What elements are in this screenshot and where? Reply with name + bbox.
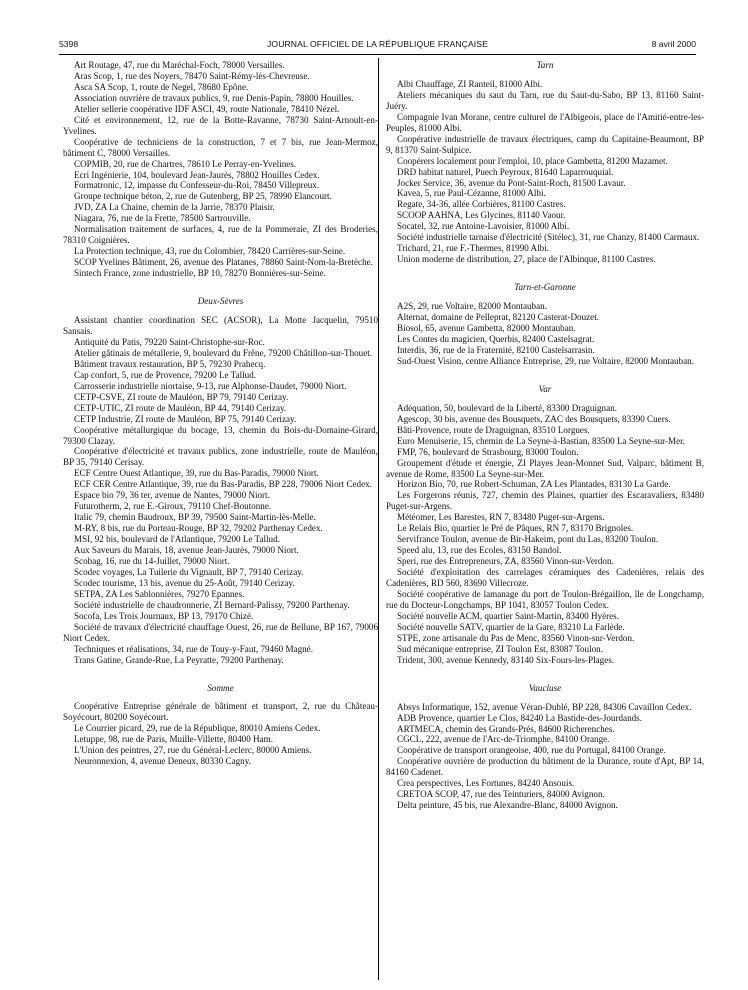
list-item: COPMIB, 20, rue de Chartres, 78610 Le Perray-en-Yvelines.: [74, 158, 297, 169]
list-item: Scodec voyages, La Tuilerie du Vignault, BP 7, 79140 Cerizay.: [74, 566, 304, 577]
list-item: Italic 79, chemin Baudroux, BP 39, 79500 Saint-Martin-lès-Melle.: [74, 512, 316, 523]
list-item: Letuppe, 98, rue de Paris, Muille-Villette, 80400 Ham.: [74, 734, 273, 745]
list-item: Groupement d'étude et énergie, ZI Playes Jean-Monnet Sud, Valparc, bâtiment B, avenue de Rome, 83500 La Seyne-sur-Mer.: [386, 457, 704, 479]
list-item: Formatronic, 12, impasse du Confesseur-du-Roi, 78450 Villepreux.: [74, 180, 320, 191]
list-item: Interdis, 36, rue de la Fraternité, 82100 Castelsarrasin.: [397, 344, 595, 355]
list-item: Art Routage, 47, rue du Maréchal-Foch, 78000 Versailles.: [74, 60, 285, 70]
list-item: ECF Centre Ouest Atlantique, 39, rue du Bas-Paradis, 79000 Niort.: [74, 468, 319, 479]
list-item: Société industrielle tarnaise d'électricité (Sitélec), 31, rue Chanzy, 81400 Carmaux.: [397, 232, 700, 243]
list-item: Sintech France, zone industrielle, BP 10, 78270 Bonnières-sur-Seine.: [74, 268, 326, 279]
list-item: Espace bio 79, 36 ter, avenue de Nantes, 79000 Niort.: [74, 490, 270, 501]
list-item: Coopérative ouvrière de production du bâtiment de la Durance, route d'Apt, BP 14, 84160 Cadenet.: [386, 756, 704, 778]
list-item: A2S, 29, rue Voltaire, 82000 Montauban.: [397, 301, 547, 312]
list-item: Servifrance Toulon, avenue de Bir-Hakeim, pont du Las, 83200 Toulon.: [397, 534, 659, 545]
var-list: [386, 403, 704, 666]
section-title-var: Var: [538, 383, 552, 394]
list-item: Coopérative métallurgique du bocage, 13, chemin du Bois-du-Domaine-Girard, 79300 Clazay.: [63, 424, 378, 446]
list-item: Alternat, domaine de Pelleprat, 82120 Casterat-Douzet.: [397, 312, 600, 323]
list-item: CGCL, 222, avenue de l'Arc-de-Triomphe, 84100 Orange.: [397, 734, 610, 745]
list-item: L'Union des peintres, 27, rue du Général-Leclerc, 80000 Amiens.: [74, 745, 312, 756]
section-title-deux-sevres: Deux-Sèvres: [197, 296, 244, 307]
left-column: [63, 60, 378, 767]
list-item: Coopérative industrielle de travaux électriques, camp du Capitaine-Beaumont, BP 9, 81370 Saint-Sulpice.: [386, 133, 704, 155]
list-item: FMP, 76, boulevard de Strasbourg, 83000 Toulon.: [397, 446, 579, 457]
list-item: Société industrielle de chaudronnerie, ZI Bernard-Palissy, 79200 Parthenay.: [74, 599, 350, 610]
list-item: Groupe technique béton, 2, rue de Gutenberg, BP 25, 78990 Elancourt.: [74, 191, 332, 202]
list-item: Ecri Ingénierie, 104, boulevard Jean-Jaurès, 78802 Houilles Cedex.: [74, 169, 320, 180]
column-divider: [378, 58, 379, 980]
vaucluse-list: [386, 702, 704, 812]
list-item: Cité et environnement, 12, rue de la Botte-Ravanne, 78730 Saint-Arnoult-en-Yvelines.: [63, 114, 378, 136]
list-item: Albi Chauffage, ZI Ranteil, 81000 Albi.: [397, 78, 543, 89]
list-item: Antiquité du Patis, 79220 Saint-Christophe-sur-Roc.: [74, 336, 265, 347]
list-item: Techniques et réalisations, 34, rue de Touy-y-Faut, 79460 Magné.: [74, 643, 313, 654]
list-item: Aux Saveurs du Marais, 18, avenue Jean-Jaurès, 79000 Niort.: [74, 545, 299, 556]
list-item: Trans Gatine, Grande-Rue, La Peyratte, 79200 Parthenay.: [74, 654, 284, 665]
list-item: Coopérative de transport orangeoise, 400, rue du Portugal, 84100 Orange.: [397, 745, 666, 756]
list-item: Adéquation, 50, boulevard de la Liberté, 83300 Draguignan.: [397, 402, 617, 413]
list-item: M-RY, 8 bis, rue du Porteau-Rouge, BP 32, 79202 Parthenay Cedex.: [74, 523, 323, 534]
header-rule: [59, 54, 696, 55]
list-item: CETP-CSVE, ZI route de Mauléon, BP 79, 79140 Cerizay.: [74, 391, 289, 402]
section-title-vaucluse: Vaucluse: [528, 682, 562, 693]
list-item: STPE, zone artisanale du Pas de Menc, 83560 Vinon-sur-Verdon.: [397, 632, 635, 643]
list-item: JVD, ZA La Chaine, chemin de la Jarrie, 78370 Plaisir.: [74, 202, 275, 213]
list-item: ADB Provence, quartier Le Clos, 84240 La Bastide-des-Jourdands.: [397, 712, 642, 723]
list-item: Ateliers mécaniques du saut du Tarn, rue du Saut-du-Sabo, BP 13, 81160 Saint-Juéry.: [386, 89, 704, 111]
list-item: Biosol, 65, avenue Gambetta, 82000 Montauban.: [397, 323, 576, 334]
list-item: Compagnie Ivan Morane, centre culturel de l'Albigeois, place de l'Amitié-entre-les-Peuples, 81000 Albi.: [386, 111, 704, 133]
list-item: CETP Industrie, ZI route de Mauléon, BP 75, 79140 Cerizay.: [74, 413, 297, 424]
list-item: Coopérative de techniciens de la construction, 7 et 7 bis, rue Jean-Mermoz, bâtiment C, 78000 Versailles.: [63, 136, 378, 158]
list-item: Socatel, 32, rue Antoine-Lavoisier, 81000 Albi.: [397, 221, 570, 232]
list-item: Scobag, 16, rue du 14-Juillet, 79000 Niort.: [74, 555, 230, 566]
yvelines-list: [63, 60, 378, 279]
list-item: Société de travaux d'électricité chauffage Ouest, 26, rue de Bellune, BP 167, 79006 Niort Cedex.: [63, 621, 378, 643]
section-title-tarn-et-garonne: Tarn-et-Garonne: [514, 282, 576, 293]
list-item: Coopérers localement pour l'emploi, 10, place Gambetta, 81200 Mazamet.: [397, 155, 668, 166]
list-item: Le Courrier picard, 29, rue de la République, 80010 Amiens Cedex.: [74, 723, 321, 734]
tarn-et-garonne-list: [386, 301, 704, 367]
list-item: Société d'exploitation des carrelages céramiques des Cadenières, relais des Cadenières, RD 560, 83690 Villecroze.: [386, 567, 704, 589]
list-item: Jocker Service, 36, avenue du Pont-Saint-Roch, 81500 Lavaur.: [397, 177, 626, 188]
list-item: CRETOA SCOP, 47, rue des Teinturiers, 84000 Avignon.: [397, 789, 605, 800]
list-item: Union moderne de distribution, 27, place de l'Albinque, 81100 Castres.: [397, 254, 656, 265]
list-item: Trident, 300, avenue Kennedy, 83140 Six-Fours-les-Plages.: [397, 654, 615, 665]
section-title-somme: Somme: [207, 682, 234, 693]
list-item: DRD habitat naturel, Puech Peyroux, 81640 Laparrouquial.: [397, 166, 614, 177]
list-item: Le Relais Bio, quartier le Pré de Pâques, RN 7, 83170 Brignoles.: [397, 523, 634, 534]
list-item: La Protection technique, 43, rue du Colombier, 78420 Carrières-sur-Seine.: [74, 246, 346, 257]
list-item: Speri, rue des Entrepreneurs, ZA, 83560 Vinon-sur-Verdon.: [397, 556, 614, 567]
list-item: Atelier gâtinais de métallerie, 9, boulevard du Frêne, 79200 Châtillon-sur-Thouet.: [74, 347, 373, 358]
list-item: Sud-Ouest Vision, centre Alliance Entreprise, 29, rue Voltaire, 82000 Montauban.: [397, 355, 694, 366]
list-item: SCOP Yvelines Bâtiment, 26, avenue des Platanes, 78860 Saint-Nom-la-Bretèche.: [74, 257, 373, 268]
list-item: Coopérative d'électricité et travaux publics, zone industrielle, route de Mauléon, BP 35, 79140 Cerisay.: [63, 446, 378, 468]
list-item: MSI, 92 bis, boulevard de l'Atlantique, 79200 Le Tallud.: [74, 534, 280, 545]
list-item: SCOOP AAHNA, Les Glycines, 81140 Vaour.: [397, 210, 566, 221]
list-item: Futurotherm, 2, rue E.-Giroux, 79110 Chef-Boutonne.: [74, 501, 272, 512]
list-item: Normalisation traitement de surfaces, 4, rue de la Pommeraie, ZI des Broderies, 78310 Coignières.: [63, 224, 378, 246]
list-item: Regate, 34-36, allée Corbières, 81100 Castres.: [397, 199, 566, 210]
list-item: Neuronnexion, 4, avenue Deneux, 80330 Cagny.: [74, 756, 251, 767]
list-item: Coopérative Entreprise générale de bâtiment et transport, 2, rue du Château-Soyécourt, 80200 Soyécourt.: [63, 701, 378, 723]
list-item: Kavea, 5, rue Paul-Cézanne, 81000 Albi.: [397, 188, 546, 199]
list-item: Les Contes du magicien, Querbis, 82400 Castelsagrat.: [397, 333, 595, 344]
list-item: Les Forgerons réunis, 727, chemin des Plaines, quartier des Escaravaliers, 83480 Puget-sur-Argens.: [386, 490, 704, 512]
list-item: Euro Menuiserie, 15, chemin de La Seyne-à-Bastian, 83500 La Seyne-sur-Mer.: [397, 435, 685, 446]
tarn-list: [386, 79, 704, 265]
list-item: Bâtiment travaux restauration, BP 5, 79230 Prahecq.: [74, 358, 266, 369]
list-item: ECF CER Centre Atlantique, 39, rue du Bas-Paradis, BP 228, 79006 Niort Cedex.: [74, 479, 372, 490]
right-column: [386, 60, 704, 811]
deux-sevres-list: [63, 315, 378, 666]
list-item: Delta peinture, 45 bis, rue Alexandre-Blanc, 84000 Avignon.: [397, 800, 618, 811]
list-item: Cap confort, 5, rue de Provence, 79200 Le Tallud.: [74, 369, 257, 380]
list-item: ARTMECA, chemin des Grands-Prés, 84600 Richerenches.: [397, 723, 615, 734]
list-item: Atelier sellerie coopérative IDF ASCI, 49, route Nationale, 78410 Nézel.: [74, 103, 340, 114]
list-item: Météomer, Les Barestes, RN 7, 83480 Puget-sur-Argens.: [397, 512, 605, 523]
list-item: Trichard, 21, rue F.-Thermes, 81990 Albi.: [397, 243, 549, 254]
list-item: SETPA, ZA Les Sablonnières, 79270 Epannes.: [74, 588, 245, 599]
list-item: CETP-UTIC, ZI route de Mauléon, BP 44, 79140 Cerizay.: [74, 402, 287, 413]
page-header: [59, 39, 696, 53]
list-item: Société nouvelle SATV, quartier de la Gare, 83210 La Farlède.: [397, 621, 625, 632]
list-item: Bâti-Provence, route de Draguignan, 83510 Lorgues.: [397, 424, 590, 435]
issue-date: 8 avril 2000: [651, 39, 696, 49]
journal-title: JOURNAL OFFICIEL DE LA RÉPUBLIQUE FRANÇAISE: [267, 39, 488, 49]
list-item: Asca SA Scop, 1, route de Negel, 78680 Epône.: [74, 81, 249, 92]
list-item: Carrosserie industrielle niortaise, 9-13, rue Alphonse-Daudet, 79000 Niort.: [74, 380, 347, 391]
list-item: Crea perspectives, Les Fortunes, 84240 Ansouis.: [397, 778, 575, 789]
list-item: Agescop, 30 bis, avenue des Bousquets, ZAC des Bousquets, 83390 Cuers.: [397, 413, 671, 424]
list-item: Société nouvelle ACM, quartier Saint-Martin, 83400 Hyères.: [397, 610, 619, 621]
list-item: Aras Scop, 1, rue des Noyers, 78470 Saint-Rémy-lès-Chevreuse.: [74, 70, 310, 81]
list-item: Absys Informatique, 152, avenue Véran-Dublé, BP 228, 84306 Cavaillon Cedex.: [397, 701, 692, 712]
list-item: Société coopérative de lamanage du port de Toulon-Brégaillon, île de Longchamp, rue du Docteur-Longchamps, BP 1041, 83057 Toulon Cedex.: [386, 588, 704, 610]
list-item: Horizon Bio, 70, rue Robert-Schuman, ZA Les Plantades, 83130 La Garde.: [397, 479, 671, 490]
list-item: Association ouvrière de travaux publics, 9, rue Denis-Papin, 78800 Houilles.: [74, 92, 354, 103]
list-item: Sud mécanique entreprise, ZI Toulon Est, 83087 Toulon.: [397, 643, 603, 654]
list-item: Scodec tourisme, 13 bis, avenue du 25-Août, 79140 Cerizay.: [74, 577, 295, 588]
list-item: Assistant chantier coordination SEC (ACSOR), La Motte Jacquelin, 79510 Sansais.: [63, 315, 378, 336]
list-item: Speed alu, 13, rue des Ecoles, 83150 Bandol.: [397, 545, 562, 556]
somme-list: [63, 701, 378, 767]
list-item: Socofa, Les Trois Journaux, BP 13, 79170 Chizé.: [74, 610, 254, 621]
page-number: 5398: [59, 39, 79, 49]
list-item: Niagara, 76, rue de la Frette, 78500 Sartrouville.: [74, 213, 251, 224]
section-title-tarn: Tarn: [536, 60, 554, 70]
